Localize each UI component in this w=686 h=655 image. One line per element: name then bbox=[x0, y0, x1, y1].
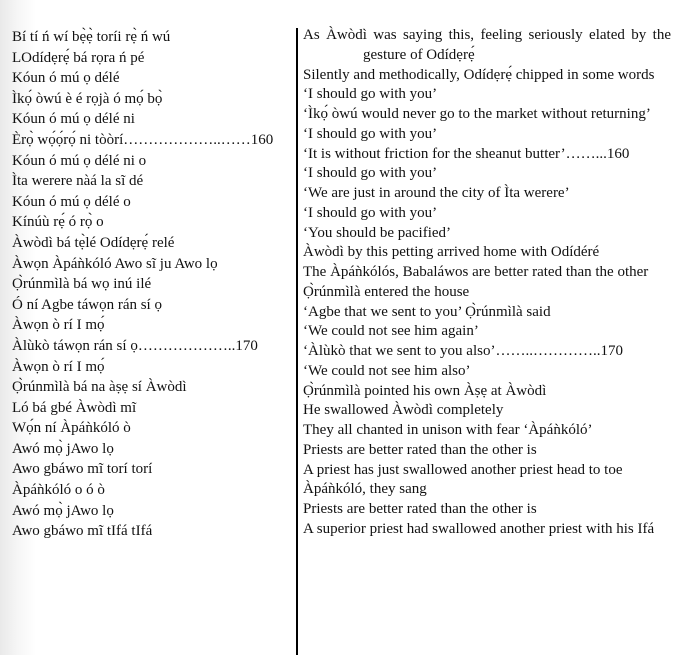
yoruba-line: Àpáǹkóló o ó ò bbox=[12, 482, 105, 499]
english-line: ‘I should go with you’ bbox=[303, 86, 438, 103]
yoruba-text-column bbox=[12, 27, 292, 542]
english-line: As Àwòdì was saying this, feeling seriously elated by the gesture of Odídẹrẹ́ bbox=[303, 27, 671, 63]
yoruba-line: Ló bá gbé Àwòdì mĩ bbox=[12, 399, 137, 416]
english-line: ‘I should go with you’ bbox=[303, 165, 438, 182]
yoruba-line: Ọ̀rúnmìlà bá na àṣẹ sí Àwòdì bbox=[12, 379, 187, 396]
yoruba-line: Ó ní Agbe táwọn rán sí ọ bbox=[12, 296, 162, 313]
english-line: ‘We are just in around the city of Ìta werere’ bbox=[303, 185, 570, 201]
yoruba-line: Àwọn ò rí I mọ́ bbox=[12, 358, 105, 375]
english-line: A superior priest had swallowed another priest with his Ifá bbox=[303, 520, 655, 537]
yoruba-line: Ìkọ́ òwú è é rọjà ó mọ́ bọ̀ bbox=[12, 90, 163, 107]
yoruba-line: Kóun ó mú ọ délé ni o bbox=[12, 152, 147, 169]
english-line: Priests are better rated than the other is bbox=[303, 501, 537, 517]
yoruba-line: Àwọn Àpáǹkóló Awo sĩ ju Awo lọ bbox=[12, 255, 218, 272]
yoruba-line: Wọ́n ní Àpáǹkóló ò bbox=[12, 420, 131, 437]
yoruba-line: Kóun ó mú ọ délé o bbox=[12, 193, 131, 210]
english-line: ‘You should be pacified’ bbox=[303, 224, 452, 241]
yoruba-line: Awó mọ̀ jAwo lọ bbox=[12, 440, 114, 457]
yoruba-line: Awo gbáwo mĩ torí torí bbox=[12, 461, 153, 478]
yoruba-line: Ọ̀rúnmìlà bá wọ inú ilé bbox=[12, 276, 152, 293]
english-line: ‘We could not see him also’ bbox=[303, 362, 471, 379]
yoruba-line: Àwòdì bá tẹ̀lé Odídẹrẹ́ relé bbox=[12, 234, 175, 251]
english-line: Àwòdì by this petting arrived home with Odídéré bbox=[303, 244, 600, 261]
yoruba-line: LOdídẹrẹ́ bá rọra ń pé bbox=[12, 49, 145, 66]
english-line: ‘I should go with you’ bbox=[303, 125, 438, 142]
yoruba-line: Kínúù rẹ́ ó rọ̀ o bbox=[12, 214, 104, 231]
english-line: ‘Ìkọ́ òwú would never go to the market without returning’ bbox=[303, 106, 651, 122]
english-line: ‘Agbe that we sent to you’ Ọ̀rúnmìlà said bbox=[303, 303, 551, 320]
english-line: Àpáǹkóló, they sang bbox=[303, 481, 427, 498]
english-line: He swallowed Àwòdì completely bbox=[303, 402, 504, 419]
yoruba-line: Kóun ó mú ọ délé bbox=[12, 70, 120, 87]
yoruba-line: Kóun ó mú ọ délé ni bbox=[12, 111, 135, 128]
yoruba-line: Ìta werere nàá la sĩ dé bbox=[12, 173, 144, 190]
english-line: Ọ̀rúnmìlà entered the house bbox=[303, 283, 470, 300]
english-line: A priest has just swallowed another priest head to toe bbox=[303, 461, 623, 478]
yoruba-line: Awo gbáwo mĩ tIfá tIfá bbox=[12, 523, 153, 540]
english-line: Priests are better rated than the other is bbox=[303, 441, 537, 458]
english-line: ‘We could not see him again’ bbox=[303, 323, 479, 340]
column-divider bbox=[296, 28, 298, 655]
english-line: ‘I should go with you’ bbox=[303, 204, 438, 221]
english-line: Silently and methodically, Odídẹrẹ́ chipped in some words bbox=[303, 66, 655, 83]
yoruba-line: Àwọn ò rí I mọ́ bbox=[12, 317, 105, 334]
english-line: Ọ̀rúnmìlà pointed his own Àṣẹ at Àwòdì bbox=[303, 382, 547, 399]
yoruba-line: Awó mọ̀ jAwo lọ bbox=[12, 502, 114, 519]
yoruba-line-numbered-170: Àlùkò táwọn rán sí ọ………………..170 bbox=[12, 337, 258, 354]
yoruba-line-numbered-160: Èrọ̀ wọ́ọ́rọ́ ni tòòrí………………..……160 bbox=[12, 131, 274, 148]
english-line: They all chanted in unison with fear ‘Àpáǹkóló’ bbox=[303, 422, 593, 438]
english-line: The Àpáǹkólós, Babaláwos are better rated than the other bbox=[303, 264, 649, 280]
yoruba-line: Bí tí ń wí bẹ̀ẹ̀ toríi rẹ̀ ń wú bbox=[12, 29, 171, 45]
english-line-numbered-170: ‘Àlùkò that we sent to you also’……..…………..170 bbox=[303, 343, 623, 359]
english-line-numbered-160: ‘It is without friction for the sheanut butter’……...160 bbox=[303, 145, 630, 162]
english-translation-column bbox=[303, 26, 671, 540]
